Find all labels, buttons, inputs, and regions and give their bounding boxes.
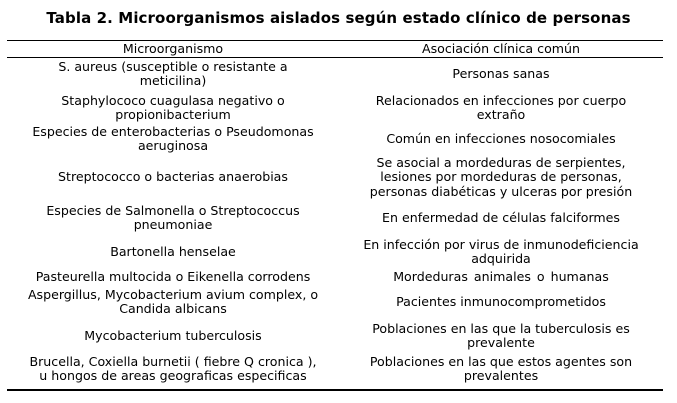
- cell-line: Pasteurella multocida o Eikenella corrodens: [35, 269, 311, 285]
- cell-line: En infección por virus de inmunodeficiencia: [363, 237, 639, 253]
- cell-line: Poblaciones en las que la tuberculosis es: [372, 321, 630, 337]
- cell-line: Brucella, Coxiella burnetii ( fiebre Q cronica ),: [29, 354, 317, 370]
- cell-line: Especies de Salmonella o Streptococcus: [46, 203, 300, 219]
- cell-line: Staphylococo cuagulasa negativo o: [61, 92, 285, 108]
- cell-line: u hongos de areas geograficas especificas: [39, 368, 307, 384]
- cell-line: En enfermedad de células falciformes: [382, 210, 620, 226]
- header-organism: Microorganismo: [122, 40, 224, 56]
- table-row: [7, 153, 663, 201]
- cell-line: Personas sanas: [452, 65, 550, 81]
- table-row: [7, 125, 663, 153]
- cell-line: personas diabéticas y ulceras por presión: [369, 183, 633, 199]
- association-cell: [339, 153, 663, 201]
- cell-line: lesiones por mordeduras de personas,: [380, 169, 622, 185]
- table-row: [7, 91, 663, 125]
- cell-line: Bartonella henselae: [110, 244, 236, 260]
- association-cell: [339, 269, 663, 285]
- organism-cell: [7, 91, 339, 125]
- organism-cell: [7, 201, 339, 235]
- cell-line: Aspergillus, Mycobacterium avium complex, o: [27, 287, 319, 303]
- organism-cell: [7, 353, 339, 385]
- association-cell: [339, 91, 663, 125]
- association-cell: [339, 125, 663, 153]
- cell-line: aeruginosa: [137, 138, 209, 154]
- cell-line: Candida albicans: [119, 301, 227, 317]
- organism-cell: [7, 269, 339, 285]
- table-row: [7, 235, 663, 269]
- header-association: Asociación clínica común: [421, 40, 581, 56]
- organism-cell: [7, 319, 339, 353]
- cell-line: meticilina): [139, 73, 207, 88]
- cell-line: Poblaciones en las que estos agentes son: [369, 354, 633, 370]
- organism-cell: [7, 285, 339, 319]
- association-cell: [339, 353, 663, 385]
- table-row: [7, 319, 663, 353]
- cell-line: Mycobacterium tuberculosis: [84, 328, 262, 344]
- association-cell: [339, 319, 663, 353]
- cell-line: prevalente: [467, 335, 535, 351]
- organism-cell: [7, 125, 339, 153]
- table-row: [7, 57, 663, 91]
- cell-line: propionibacterium: [115, 107, 231, 122]
- cell-line: adquirida: [471, 251, 531, 267]
- cell-line: Especies de enterobacterias o Pseudomonas: [32, 124, 314, 139]
- bottom-rule: [7, 389, 663, 391]
- cell-line: extraño: [476, 107, 526, 122]
- organism-cell: [7, 57, 339, 91]
- association-cell: [339, 235, 663, 269]
- cell-line: Streptococco o bacterias anaerobias: [58, 169, 288, 185]
- table-row: [7, 353, 663, 385]
- cell-line: Común en infecciones nosocomiales: [386, 131, 616, 147]
- microorganism-table: [7, 41, 663, 385]
- association-cell: [339, 201, 663, 235]
- table-row: [7, 285, 663, 319]
- header-row: [7, 41, 663, 57]
- table-row: [7, 201, 663, 235]
- organism-cell: [7, 153, 339, 201]
- cell-line: pneumoniae: [133, 217, 213, 233]
- cell-line: Se asocial a mordeduras de serpientes,: [376, 155, 626, 171]
- cell-line: Mordeduras animales o humanas: [393, 269, 609, 285]
- cell-line: Relacionados en infecciones por cuerpo: [375, 92, 627, 108]
- table-title: Tabla 2. Microorganismos aislados según estado clínico de personas: [46, 9, 631, 27]
- cell-line: S. aureus (susceptible o resistante a: [58, 58, 288, 74]
- cell-line: Pacientes inmunocomprometidos: [396, 294, 606, 310]
- association-cell: [339, 285, 663, 319]
- organism-cell: [7, 235, 339, 269]
- table-row: [7, 269, 663, 285]
- cell-line: prevalentes: [463, 368, 539, 384]
- association-cell: [339, 57, 663, 91]
